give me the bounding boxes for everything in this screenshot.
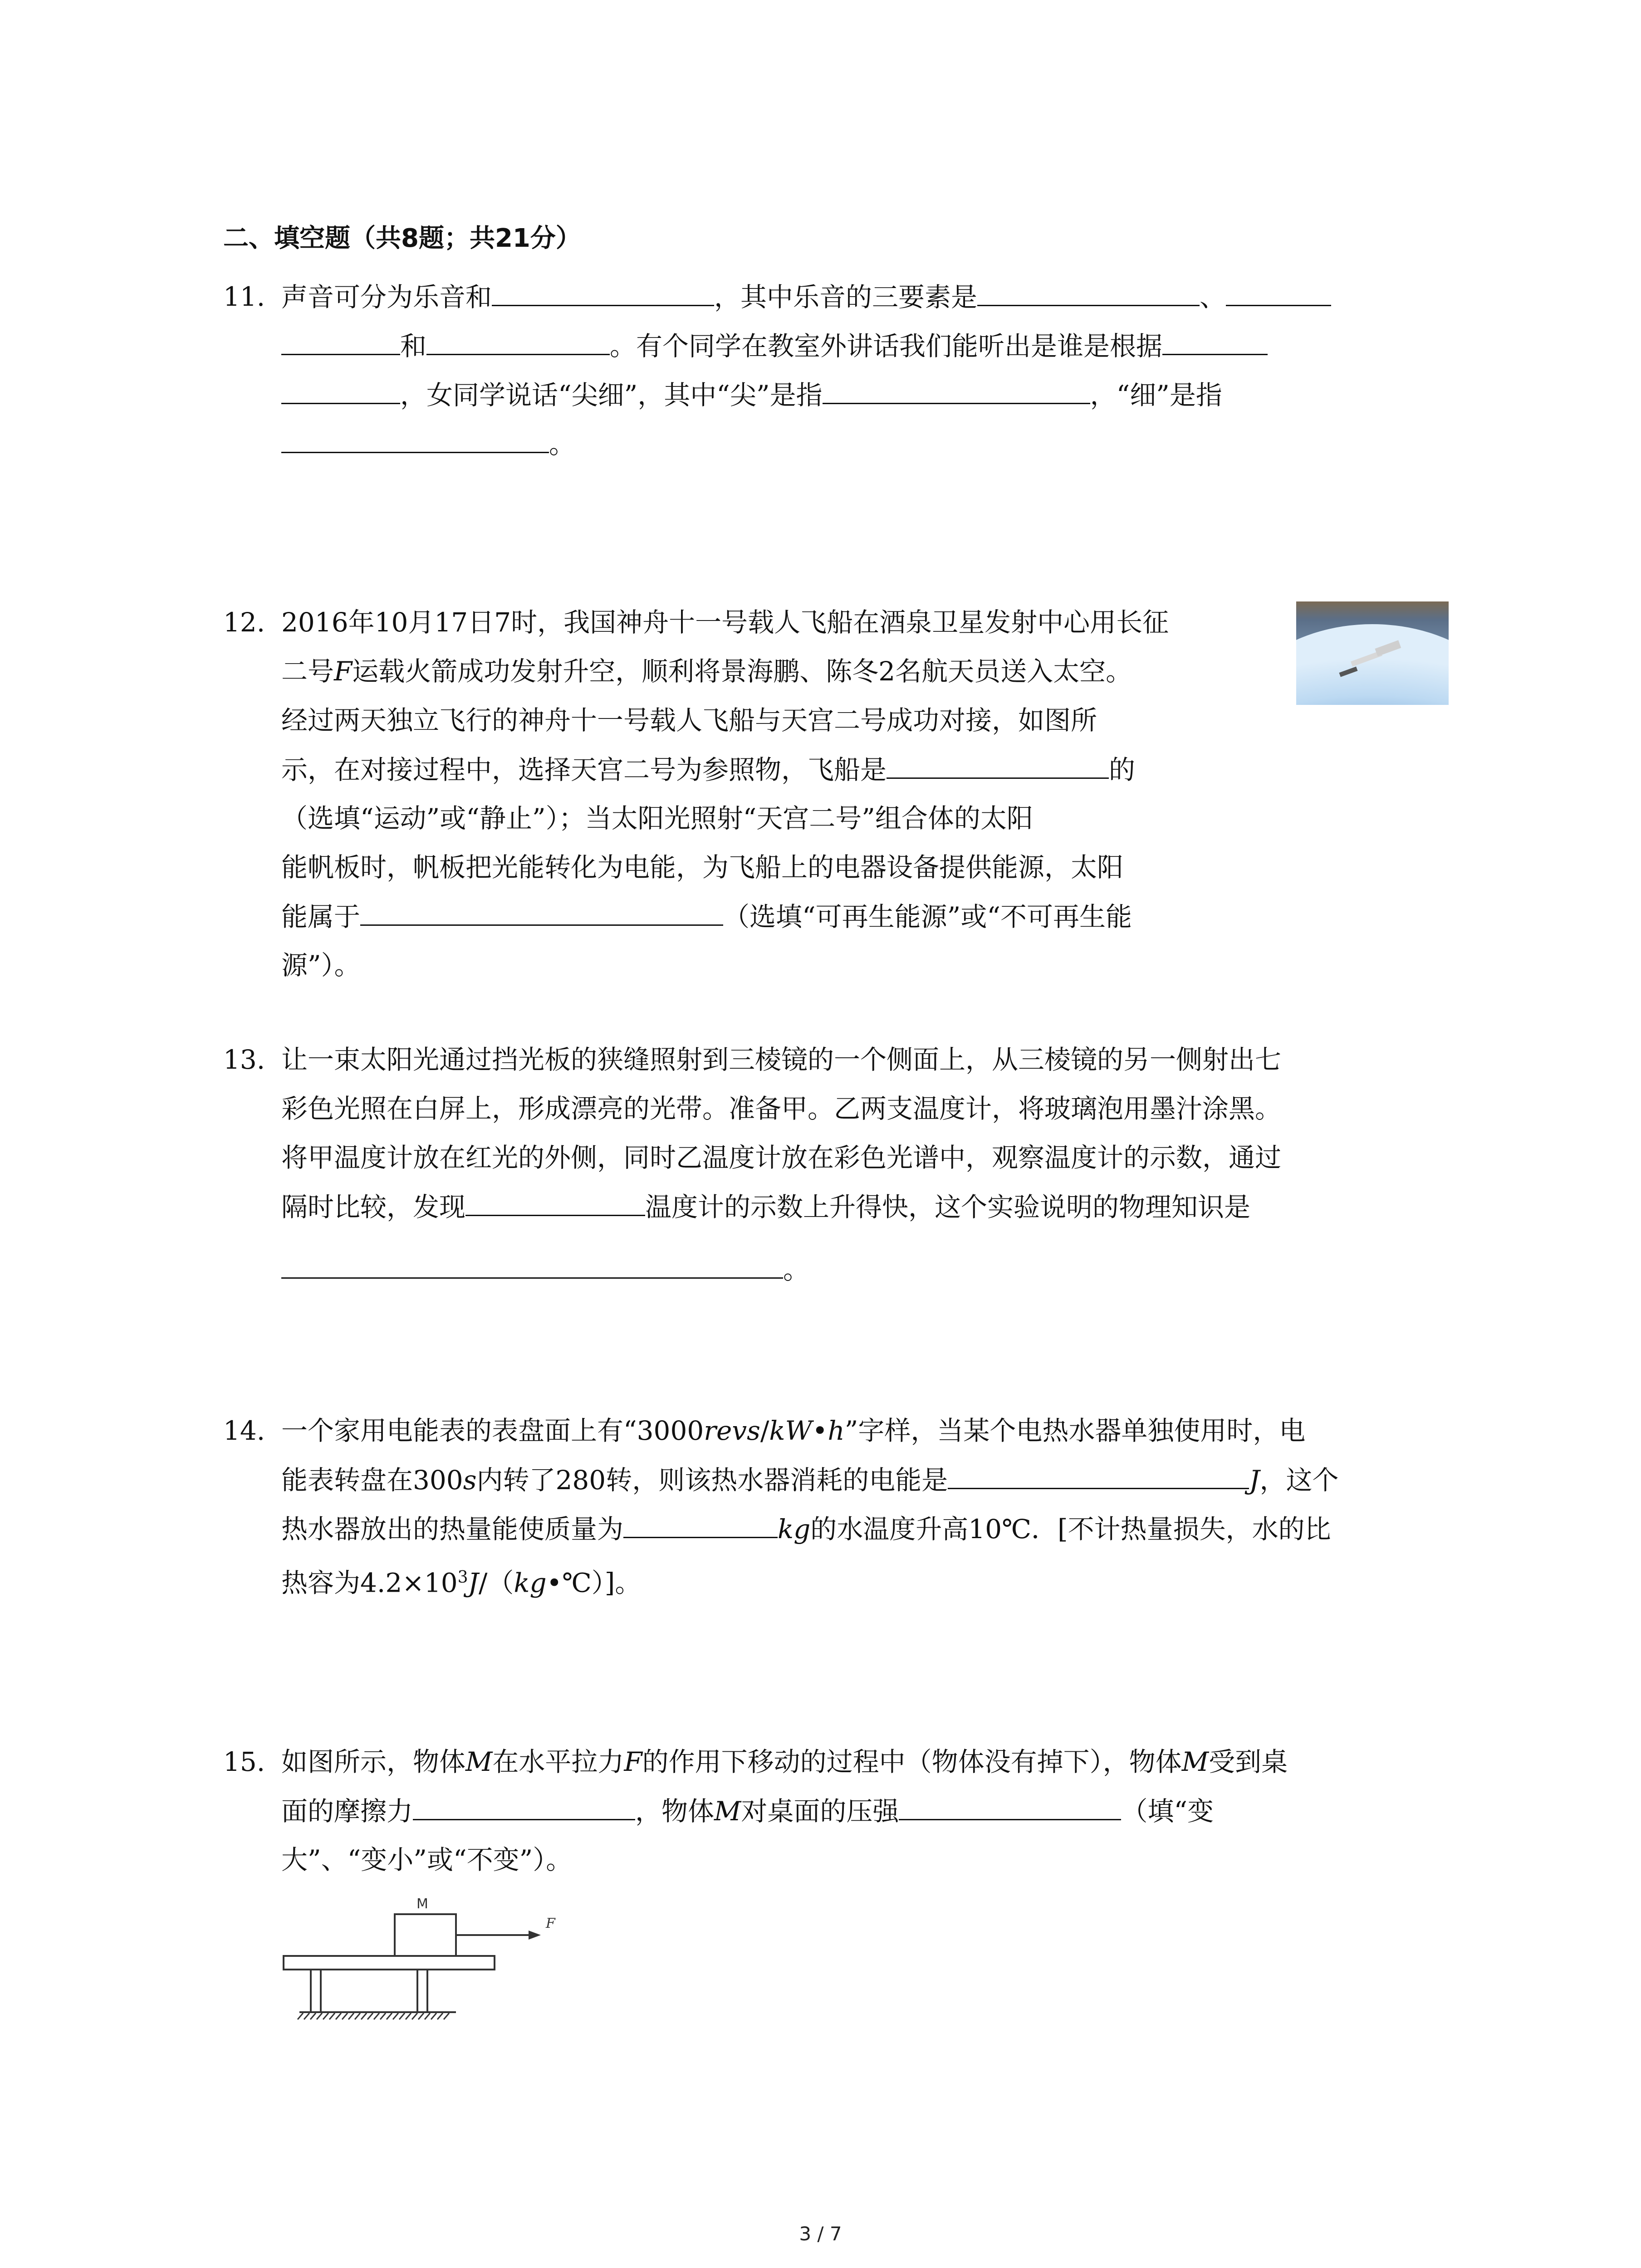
question-text: 内转了280转，则该热水器消耗的电能是 (476, 1465, 948, 1496)
answer-blank[interactable] (948, 1455, 1249, 1489)
answer-blank[interactable] (360, 892, 723, 926)
hatch-mark (444, 2013, 449, 2019)
unit: revs (704, 1415, 760, 1446)
hatch-mark (387, 2013, 392, 2019)
unit: J (468, 1567, 479, 1598)
answer-blank[interactable] (1226, 272, 1331, 306)
variable: M (465, 1746, 493, 1777)
variable: M (714, 1796, 741, 1827)
question-text: 隔时比较，发现 (281, 1192, 466, 1222)
hatch-mark (310, 2013, 316, 2019)
hatch-mark (406, 2013, 411, 2019)
unit: s (463, 1465, 477, 1496)
question-text: 二号 (281, 656, 334, 687)
question-text: ，这个 (1259, 1465, 1339, 1496)
hatch-mark (412, 2013, 417, 2019)
hatch-mark (317, 2013, 322, 2019)
question-number: 13. (223, 1044, 265, 1075)
question-text: /（ (478, 1567, 514, 1598)
question-12 (223, 598, 1169, 990)
question-text: ，女同学说话“尖细”，其中“尖”是指 (400, 380, 823, 411)
question-text: 运载火箭成功发射升空，顺利将景海鹏、陈冬2名航天员送入太空。 (352, 656, 1132, 687)
ground-hatch (298, 2013, 449, 2019)
question-number: 11. (223, 281, 265, 312)
hatch-mark (418, 2013, 424, 2019)
answer-blank[interactable] (281, 370, 400, 404)
hatch-mark (342, 2013, 348, 2019)
question-text: 、 (1200, 282, 1226, 313)
question-text: 源”）。 (281, 950, 361, 981)
question-text: 和 (400, 331, 427, 362)
question-text: 面的摩擦力 (281, 1796, 413, 1827)
question-13 (223, 1035, 1281, 1294)
question-text: 的作用下移动的过程中（物体没有掉下），物体 (642, 1746, 1182, 1777)
question-text: 。 (549, 429, 576, 459)
answer-blank[interactable] (899, 1786, 1121, 1820)
question-text: 彩色光照在白屏上，形成漂亮的光带。准备甲。乙两支温度计，将玻璃泡用墨汁涂黑。 (281, 1093, 1282, 1124)
arrowhead (529, 1931, 541, 1940)
hatch-mark (367, 2013, 373, 2019)
spacecraft-photo (1296, 601, 1449, 705)
question-text: 的 (1109, 754, 1136, 785)
question-text: 热水器放出的热量能使质量为 (281, 1514, 624, 1545)
question-text: 的水温度升高10℃．[不计热量损失，水的比 (810, 1514, 1331, 1545)
question-text: （选填“可再生能源”或“不可再生能 (723, 901, 1132, 932)
table-leg (417, 1970, 427, 2012)
question-text: 经过两天独立飞行的神舟十一号载人飞船与天宫二号成功对接，如图所 (281, 705, 1097, 736)
question-text: ”字样，当某个电热水器单独使用时，电 (844, 1415, 1306, 1446)
hatch-mark (298, 2013, 303, 2019)
page-number: 3 / 7 (799, 2223, 842, 2245)
hatch-mark (304, 2013, 309, 2019)
question-text: 大”、“变小”或“不变”）。 (281, 1844, 573, 1875)
question-text: （填“变 (1121, 1796, 1214, 1827)
answer-blank[interactable] (281, 419, 549, 453)
answer-blank[interactable] (465, 1182, 645, 1216)
hatch-mark (323, 2013, 328, 2019)
question-text: 2016年10月17日7时，我国神舟十一号载人飞船在酒泉卫星发射中心用长征 (281, 607, 1169, 638)
question-text: ，其中乐音的三要素是 (714, 282, 978, 313)
unit: h (828, 1415, 845, 1446)
variable: M (1181, 1746, 1209, 1777)
question-text: ，物体 (635, 1796, 715, 1827)
hatch-mark (336, 2013, 341, 2019)
answer-blank[interactable] (492, 272, 714, 306)
hatch-mark (361, 2013, 367, 2019)
hatch-mark (374, 2013, 379, 2019)
question-number: 15. (223, 1746, 265, 1777)
question-14 (223, 1406, 1338, 1602)
question-text: 能帆板时，帆板把光能转化为电能，为飞船上的电器设备提供能源，太阳 (281, 852, 1124, 883)
variable: F (334, 656, 353, 687)
question-text: 示，在对接过程中，选择天宫二号为参照物，飞船是 (281, 754, 887, 785)
question-text: 让一束太阳光通过挡光板的狭缝照射到三棱镜的一个侧面上，从三棱镜的另一侧射出七 (281, 1044, 1282, 1075)
table-top (284, 1956, 495, 1970)
unit: kg (778, 1514, 811, 1545)
question-text: 一个家用电能表的表盘面上有“3000 (281, 1415, 704, 1446)
question-number: 14. (223, 1415, 265, 1446)
block-m (395, 1914, 456, 1956)
question-text: 将甲温度计放在红光的外侧，同时乙温度计放在彩色光谱中，观察温度计的示数，通过 (281, 1142, 1282, 1173)
hatch-mark (399, 2013, 405, 2019)
answer-blank[interactable] (281, 321, 400, 355)
question-text: •℃）]。 (546, 1567, 642, 1598)
unit: kg (514, 1567, 547, 1598)
unit: J (1249, 1465, 1260, 1496)
hatch-mark (437, 2013, 443, 2019)
section-heading: 二、填空题（共8题；共21分） (223, 224, 581, 253)
hatch-mark (329, 2013, 335, 2019)
table-leg (311, 1970, 321, 2012)
answer-blank[interactable] (1162, 321, 1268, 355)
label-m: M (416, 1896, 428, 1912)
question-text: 对桌面的压强 (741, 1796, 899, 1827)
answer-blank[interactable] (623, 1504, 778, 1538)
variable: F (624, 1746, 642, 1777)
question-text: （选填“运动”或“静止”）；当太阳光照射“天宫二号”组合体的太阳 (281, 803, 1033, 834)
hatch-mark (431, 2013, 436, 2019)
question-text: 热容为4.2×10 (281, 1567, 458, 1598)
question-text: • (812, 1415, 828, 1446)
question-text: ，“细”是指 (1090, 380, 1222, 411)
question-text: 如图所示，物体 (281, 1746, 466, 1777)
question-text: / (760, 1415, 769, 1446)
question-text: 。 (783, 1254, 810, 1285)
answer-blank[interactable] (413, 1786, 635, 1820)
hatch-mark (393, 2013, 398, 2019)
question-text: 在水平拉力 (492, 1746, 624, 1777)
label-f: F (546, 1916, 555, 1931)
answer-blank[interactable] (977, 272, 1200, 306)
answer-blank[interactable] (823, 370, 1090, 404)
question-text: 。有个同学在教室外讲话我们能听出是谁是根据 (610, 331, 1163, 362)
answer-blank[interactable] (281, 1245, 783, 1279)
hatch-mark (348, 2013, 354, 2019)
question-text: 受到桌 (1209, 1746, 1288, 1777)
hatch-mark (355, 2013, 360, 2019)
exponent: 3 (457, 1568, 468, 1587)
hatch-mark (380, 2013, 386, 2019)
question-15 (223, 1737, 1288, 1931)
question-text: 声音可分为乐音和 (281, 282, 492, 313)
hatch-mark (425, 2013, 430, 2019)
question-text: 能表转盘在300 (281, 1465, 463, 1496)
answer-blank[interactable] (887, 745, 1109, 779)
table-force-diagram (281, 1892, 599, 2023)
question-11 (223, 272, 1331, 468)
question-text: 能属于 (281, 901, 361, 932)
question-text: 温度计的示数上升得快，这个实验说明的物理知识是 (645, 1192, 1251, 1222)
unit: kW (769, 1415, 813, 1446)
answer-blank[interactable] (426, 321, 610, 355)
question-number: 12. (223, 607, 265, 638)
